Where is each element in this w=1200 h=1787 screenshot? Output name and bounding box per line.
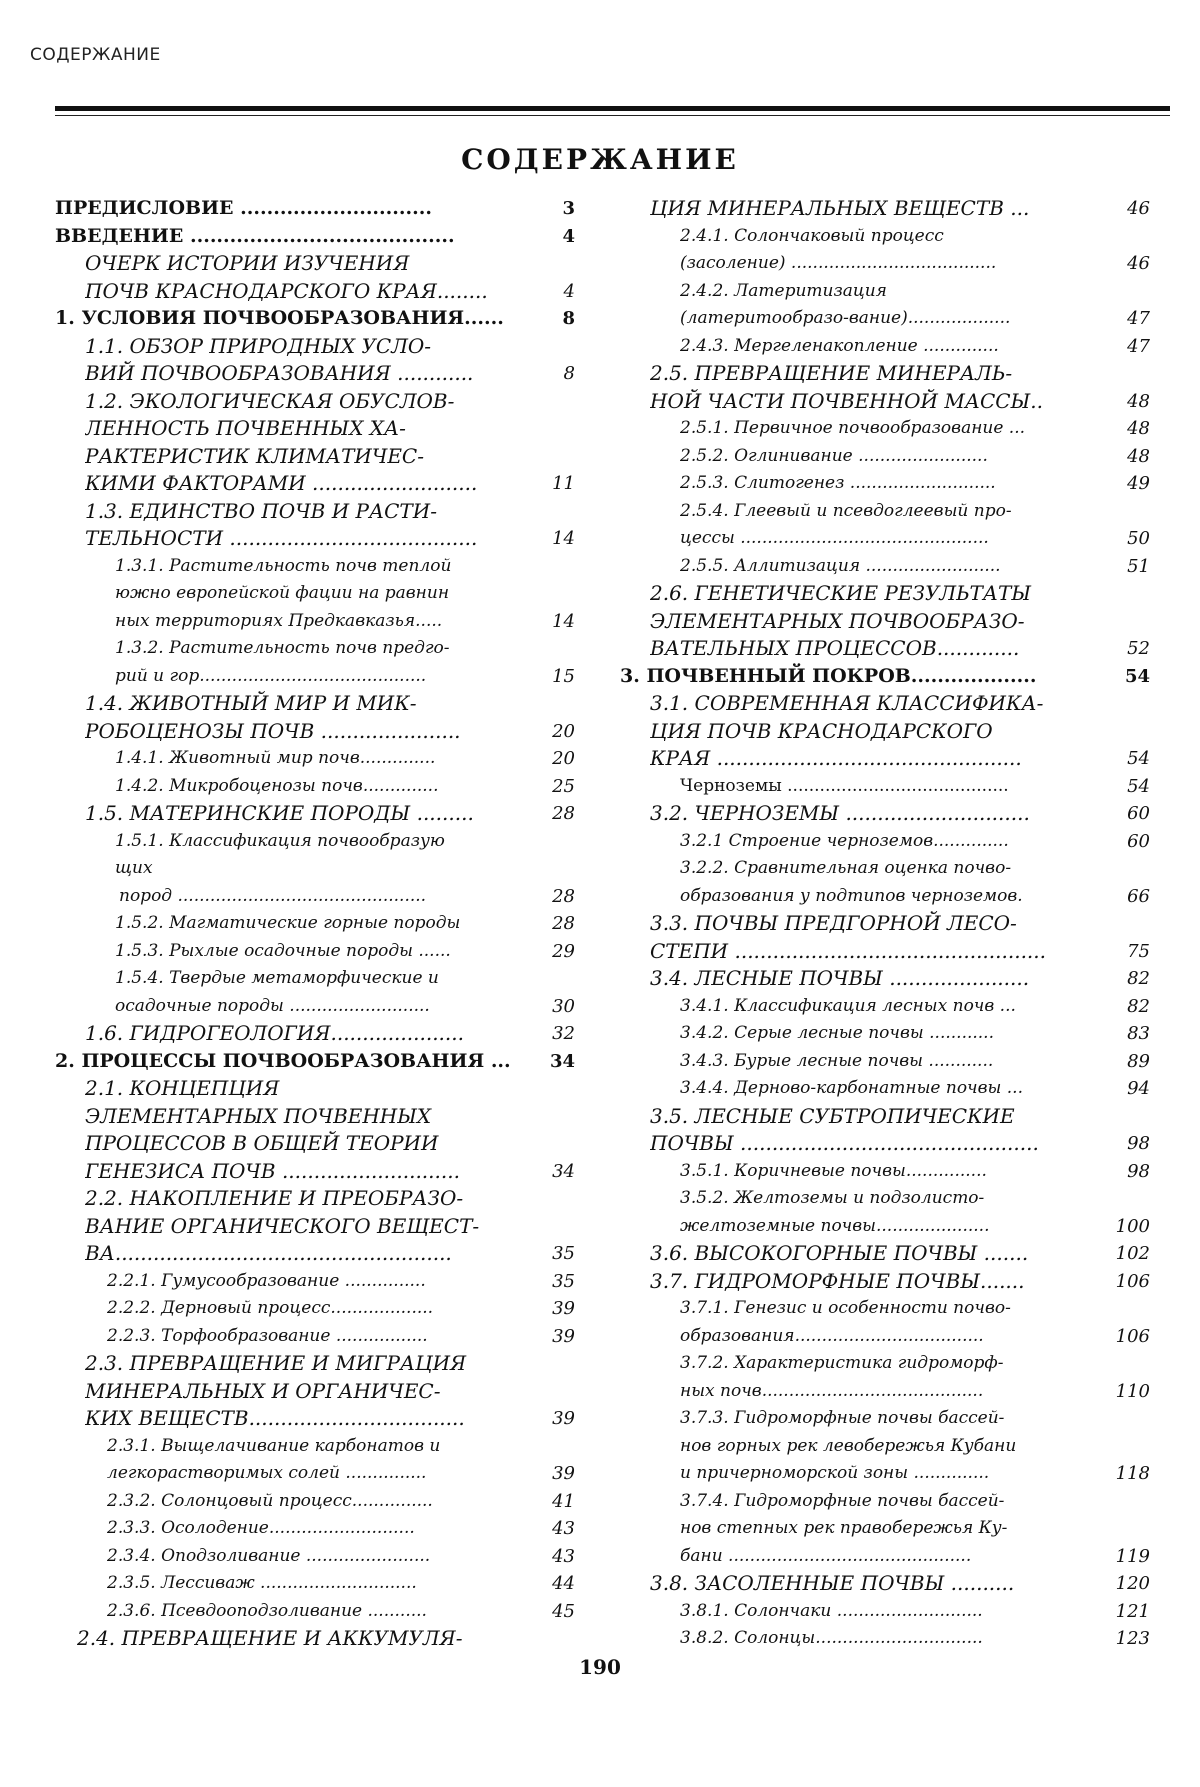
toc-entry xyxy=(55,1570,575,1598)
toc-entry-page: 48 xyxy=(1127,390,1150,412)
toc-entry-title: ЭЛЕМЕНТАРНЫХ ПОЧВООБРАЗО- xyxy=(650,608,1025,633)
toc-entry-title: СТЕПИ ................................................. xyxy=(650,938,1046,963)
toc-entry-page: 43 xyxy=(552,1545,575,1567)
toc-entry-title: 2.3.4. Оподзоливание ....................... xyxy=(107,1545,431,1566)
toc-entry xyxy=(55,1515,575,1543)
toc-entry-page: 25 xyxy=(552,775,575,797)
toc-entry xyxy=(620,663,1150,691)
toc-entry xyxy=(55,1323,575,1351)
toc-entry xyxy=(55,745,575,773)
toc-entry xyxy=(55,195,575,223)
toc-entry xyxy=(620,195,1150,223)
toc-entry xyxy=(55,360,575,388)
toc-entry-page: 4 xyxy=(562,225,575,247)
toc-entry xyxy=(55,1130,575,1158)
toc-entry xyxy=(620,333,1150,361)
toc-entry xyxy=(55,553,575,581)
toc-entry-title: ПОЧВЫ ............................................... xyxy=(650,1131,1039,1155)
toc-entry xyxy=(620,745,1150,773)
toc-entry xyxy=(55,800,575,828)
toc-entry-page: 75 xyxy=(1127,940,1150,962)
toc-entry xyxy=(55,608,575,636)
toc-entry xyxy=(55,828,575,856)
toc-entry xyxy=(620,635,1150,663)
toc-entry-title: ВАНИЕ ОРГАНИЧЕСКОГО ВЕЩЕСТ- xyxy=(85,1213,480,1238)
toc-entry-title: ВВЕДЕНИЕ ........................................ xyxy=(55,224,455,247)
toc-entry-title: 2.2. НАКОПЛЕНИЕ И ПРЕОБРАЗО- xyxy=(85,1186,464,1210)
toc-entry-title: 3.4.2. Серые лесные почвы ............ xyxy=(680,1023,994,1043)
toc-entry xyxy=(620,1405,1150,1433)
toc-entry-title: 3.3. ПОЧВЫ ПРЕДГОРНОЙ ЛЕСО- xyxy=(650,911,1017,935)
toc-entry-title: ВАТЕЛЬНЫХ ПРОЦЕССОВ............. xyxy=(650,636,1020,660)
toc-entry xyxy=(55,278,575,306)
toc-entry-page: 20 xyxy=(552,748,575,769)
toc-entry-page: 106 xyxy=(1115,1325,1150,1347)
toc-entry xyxy=(620,278,1150,306)
toc-entry-title: нов степных рек правобережья Ку- xyxy=(680,1518,1008,1538)
toc-entry-page: 119 xyxy=(1115,1545,1150,1567)
toc-entry xyxy=(620,1543,1150,1571)
toc-entry xyxy=(55,1405,575,1433)
toc-entry xyxy=(620,580,1150,608)
toc-entry-title: 3.2.2. Сравнительная оценка почво- xyxy=(680,858,1012,878)
toc-entry-page: 28 xyxy=(552,913,575,934)
toc-entry-title: 1.4.1. Животный мир почв.............. xyxy=(115,748,436,768)
toc-entry xyxy=(620,1323,1150,1351)
toc-entry-page: 4 xyxy=(563,280,575,302)
toc-entry-title: осадочные породы .......................... xyxy=(115,995,430,1016)
header-rule-thin xyxy=(55,115,1170,116)
toc-entry xyxy=(620,1625,1150,1653)
toc-entry xyxy=(620,1240,1150,1268)
toc-entry-title: 2.6. ГЕНЕТИЧЕСКИЕ РЕЗУЛЬТАТЫ xyxy=(650,581,1032,605)
toc-entry xyxy=(620,965,1150,993)
toc-entry-title: щих xyxy=(115,858,153,878)
toc-entry-page: 39 xyxy=(552,1298,575,1319)
toc-entry xyxy=(620,855,1150,883)
toc-entry-title: 3.4. ЛЕСНЫЕ ПОЧВЫ ...................... xyxy=(650,966,1030,990)
toc-entry xyxy=(620,553,1150,581)
header-rule-thick xyxy=(55,106,1170,111)
toc-entry xyxy=(55,855,575,883)
toc-entry-title: 1.4. ЖИВОТНЫЙ МИР И МИК- xyxy=(85,691,417,715)
toc-entry-title: 3.5.2. Желтоземы и подзолисто- xyxy=(680,1188,985,1208)
toc-entry xyxy=(55,1213,575,1241)
toc-entry xyxy=(55,1433,575,1461)
toc-entry xyxy=(55,883,575,911)
toc-entry-page: 106 xyxy=(1115,1270,1150,1292)
toc-entry xyxy=(55,663,575,691)
toc-entry-page: 82 xyxy=(1127,968,1150,989)
toc-entry xyxy=(620,1488,1150,1516)
toc-entry-page: 110 xyxy=(1115,1380,1150,1402)
toc-entry-title: 3.5.1. Коричневые почвы............... xyxy=(680,1160,987,1181)
toc-entry xyxy=(620,525,1150,553)
toc-entry-title: 3. ПОЧВЕННЫЙ ПОКРОВ................... xyxy=(620,664,1037,687)
toc-entry-page: 8 xyxy=(563,363,575,384)
toc-entry-title: 2.5.4. Глеевый и псевдоглеевый про- xyxy=(680,500,1012,521)
toc-entry xyxy=(55,415,575,443)
toc-entry xyxy=(55,1543,575,1571)
toc-entry xyxy=(55,470,575,498)
toc-entry-page: 15 xyxy=(552,665,575,687)
toc-entry xyxy=(620,223,1150,251)
toc-entry-title: 2.5.2. Оглинивание ........................ xyxy=(680,445,988,466)
toc-entry-title: 1.4.2. Микробоценозы почв.............. xyxy=(115,775,439,796)
toc-entry-page: 46 xyxy=(1127,253,1150,274)
toc-entry-title: 1.5.2. Магматические горные породы xyxy=(115,913,461,933)
toc-entry-title: 2.2.2. Дерновый процесс................... xyxy=(107,1298,434,1318)
toc-entry xyxy=(620,1460,1150,1488)
toc-entry xyxy=(620,498,1150,526)
toc-entry xyxy=(620,415,1150,443)
toc-entry-title: КРАЯ ................................................ xyxy=(650,746,1022,770)
toc-entry-title: 3.8.1. Солончаки ........................... xyxy=(680,1600,983,1621)
toc-entry-title: 2.5.1. Первичное почвообразование ... xyxy=(680,418,1026,438)
toc-entry-title: 3.4.3. Бурые лесные почвы ............ xyxy=(680,1050,994,1071)
toc-entry-title: ных территориях Предкавказья..... xyxy=(115,610,443,631)
toc-entry-title: 2.2.1. Гумусообразование ............... xyxy=(107,1270,426,1291)
toc-entry-title: 3.5. ЛЕСНЫЕ СУБТРОПИЧЕСКИЕ xyxy=(650,1103,1015,1128)
toc-entry-page: 11 xyxy=(552,473,575,494)
toc-entry-title: Черноземы ......................................... xyxy=(680,775,1009,796)
toc-entry-page: 39 xyxy=(552,1463,575,1484)
toc-entry xyxy=(55,1295,575,1323)
toc-entry-title: 1.6. ГИДРОГЕОЛОГИЯ..................... xyxy=(85,1021,464,1045)
toc-entry-title: 2.4.1. Солончаковый процесс xyxy=(680,225,944,246)
toc-entry-page: 60 xyxy=(1127,830,1150,852)
toc-entry-title: 1.3.1. Растительность почв теплой xyxy=(115,555,452,576)
toc-entry xyxy=(620,1185,1150,1213)
toc-entry-title: РОБОЦЕНОЗЫ ПОЧВ ...................... xyxy=(85,718,461,743)
toc-entry xyxy=(55,525,575,553)
toc-entry xyxy=(55,443,575,471)
toc-entry xyxy=(620,608,1150,636)
toc-entry-page: 123 xyxy=(1115,1628,1150,1649)
toc-entry xyxy=(55,718,575,746)
toc-entry xyxy=(55,1598,575,1626)
toc-entry-title: 3.1. СОВРЕМЕННАЯ КЛАССИФИКА- xyxy=(650,691,1044,715)
toc-entry-page: 54 xyxy=(1127,748,1150,769)
toc-entry-title: нов горных рек левобережья Кубани xyxy=(680,1435,1017,1456)
toc-entry-title: ПРЕДИСЛОВИЕ ............................. xyxy=(55,197,432,219)
toc-entry xyxy=(620,773,1150,801)
toc-entry-page: 14 xyxy=(552,610,575,632)
toc-entry-title: рий и гор.......................................... xyxy=(115,665,427,686)
toc-entry-title: 3.2.1 Строение черноземов.............. xyxy=(680,830,1009,851)
toc-entry-title: 2.3.1. Выщелачивание карбонатов и xyxy=(107,1435,441,1456)
toc-entry-page: 28 xyxy=(552,885,575,907)
toc-entry xyxy=(620,1350,1150,1378)
toc-entry-title: 2.3. ПРЕВРАЩЕНИЕ И МИГРАЦИЯ xyxy=(85,1351,467,1375)
toc-entry-page: 39 xyxy=(552,1408,575,1429)
toc-entry xyxy=(55,1378,575,1406)
toc-entry-page: 46 xyxy=(1127,198,1150,219)
toc-entry-page: 8 xyxy=(562,308,575,329)
toc-entry xyxy=(620,1570,1150,1598)
toc-entry-title: 2.2.3. Торфообразование ................. xyxy=(107,1325,428,1346)
toc-entry-page: 45 xyxy=(552,1600,575,1622)
toc-entry-title: КИХ ВЕЩЕСТВ.................................. xyxy=(85,1406,465,1430)
toc-entry-title: 2.4.3. Мергеленакопление .............. xyxy=(680,335,999,356)
toc-entry-title: РАКТЕРИСТИК КЛИМАТИЧЕС- xyxy=(85,443,424,468)
toc-entry xyxy=(55,1625,575,1653)
toc-entry xyxy=(55,690,575,718)
toc-entry-title: 2.3.3. Осолодение........................... xyxy=(107,1518,415,1538)
toc-entry-page: 102 xyxy=(1115,1243,1150,1264)
toc-entry-page: 82 xyxy=(1127,995,1150,1017)
toc-entry-title: ОЧЕРК ИСТОРИИ ИЗУЧЕНИЯ xyxy=(85,251,410,275)
toc-entry xyxy=(55,1350,575,1378)
toc-entry-title: 2.3.2. Солонцовый процесс............... xyxy=(107,1490,433,1511)
toc-entry-page: 98 xyxy=(1127,1133,1150,1154)
toc-entry xyxy=(55,223,575,251)
toc-entry-title: 2.4.2. Латеритизация xyxy=(680,280,887,301)
toc-entry-page: 34 xyxy=(552,1160,575,1182)
toc-entry xyxy=(55,938,575,966)
toc-entry-title: 2. ПРОЦЕССЫ ПОЧВООБРАЗОВАНИЯ ... xyxy=(55,1049,511,1072)
toc-entry xyxy=(55,1075,575,1103)
toc-entry xyxy=(620,1103,1150,1131)
toc-entry-page: 89 xyxy=(1127,1050,1150,1072)
toc-entry xyxy=(620,883,1150,911)
toc-entry xyxy=(55,1048,575,1076)
toc-entry-title: 1.1. ОБЗОР ПРИРОДНЫХ УСЛО- xyxy=(85,333,432,358)
toc-entry xyxy=(55,388,575,416)
toc-entry-page: 44 xyxy=(552,1573,575,1594)
toc-entry-page: 3 xyxy=(562,198,575,219)
toc-entry xyxy=(620,1433,1150,1461)
toc-entry-title: ТЕЛЬНОСТИ ....................................... xyxy=(85,526,478,550)
toc-entry-title: пород .............................................. xyxy=(119,885,427,906)
toc-entry xyxy=(620,690,1150,718)
toc-entry-title: образования................................... xyxy=(680,1325,984,1346)
toc-entry xyxy=(620,993,1150,1021)
toc-entry xyxy=(620,1295,1150,1323)
toc-entry xyxy=(620,910,1150,938)
toc-entry-title: ЦИЯ МИНЕРАЛЬНЫХ ВЕЩЕСТВ ... xyxy=(650,196,1030,220)
toc-entry-title: ЛЕННОСТЬ ПОЧВЕННЫХ ХА- xyxy=(85,416,406,440)
toc-entry xyxy=(55,1488,575,1516)
toc-entry xyxy=(620,360,1150,388)
toc-entry-title: ВА..................................................... xyxy=(85,1241,452,1265)
toc-entry-page: 20 xyxy=(552,720,575,742)
toc-entry-page: 47 xyxy=(1127,308,1150,329)
toc-entry-page: 35 xyxy=(552,1270,575,1292)
toc-entry-title: 2.1. КОНЦЕПЦИЯ xyxy=(85,1076,280,1100)
toc-entry xyxy=(55,250,575,278)
toc-entry-title: 2.4. ПРЕВРАЩЕНИЕ И АККУМУЛЯ- xyxy=(77,1626,463,1650)
toc-entry xyxy=(55,1020,575,1048)
toc-entry-title: образования у подтипов черноземов. xyxy=(680,885,1023,906)
toc-entry-page: 43 xyxy=(552,1518,575,1539)
toc-entry-title: 3.7.4. Гидроморфные почвы бассей- xyxy=(680,1490,1005,1511)
toc-entry-title: 2.5.3. Слитогенез ........................... xyxy=(680,473,996,493)
toc-entry xyxy=(620,1158,1150,1186)
toc-entry-page: 54 xyxy=(1127,775,1150,797)
toc-entry-title: (засоление) ...................................... xyxy=(680,253,997,273)
toc-entry xyxy=(620,1598,1150,1626)
toc-entry xyxy=(55,1185,575,1213)
toc-entry-title: 2.3.5. Лессиваж ............................. xyxy=(107,1573,417,1593)
toc-entry-title: КИМИ ФАКТОРАМИ .......................... xyxy=(85,471,478,495)
toc-entry-page: 66 xyxy=(1127,885,1150,907)
toc-entry-page: 32 xyxy=(552,1023,575,1044)
toc-entry-title: 3.8. ЗАСОЛЕННЫЕ ПОЧВЫ .......... xyxy=(650,1571,1015,1595)
toc-entry-page: 34 xyxy=(549,1050,575,1072)
toc-entry xyxy=(620,1048,1150,1076)
toc-entry-page: 30 xyxy=(552,995,575,1017)
toc-entry-title: легкорастворимых солей ............... xyxy=(107,1463,427,1483)
toc-entry-title: 3.7.3. Гидроморфные почвы бассей- xyxy=(680,1408,1005,1428)
running-header: СОДЕРЖАНИЕ xyxy=(30,45,161,65)
toc-entry-page: 118 xyxy=(1115,1463,1150,1484)
toc-entry-title: 3.2. ЧЕРНОЗЕМЫ ............................. xyxy=(650,801,1030,825)
toc-entry-page: 48 xyxy=(1127,445,1150,467)
toc-entry xyxy=(620,828,1150,856)
toc-entry-title: 1.5.1. Классификация почвообразую xyxy=(115,830,445,851)
toc-entry-title: 3.8.2. Солонцы............................... xyxy=(680,1628,983,1648)
toc-entry-title: ПРОЦЕССОВ В ОБЩЕЙ ТЕОРИИ xyxy=(85,1131,439,1155)
page-title: СОДЕРЖАНИЕ xyxy=(461,143,739,176)
toc-entry-title: ПОЧВ КРАСНОДАРСКОГО КРАЯ........ xyxy=(85,278,488,303)
toc-entry xyxy=(55,1268,575,1296)
toc-entry-page: 49 xyxy=(1127,473,1150,494)
toc-entry xyxy=(620,1213,1150,1241)
toc-entry-page: 83 xyxy=(1127,1023,1150,1044)
toc-entry xyxy=(620,443,1150,471)
toc-entry xyxy=(620,938,1150,966)
toc-entry-title: 1.3. ЕДИНСТВО ПОЧВ И РАСТИ- xyxy=(85,498,437,523)
toc-entry-title: ВИЙ ПОЧВООБРАЗОВАНИЯ ............ xyxy=(85,361,474,385)
toc-entry-page: 121 xyxy=(1115,1600,1150,1622)
toc-entry-title: (латеритообразо-вание)................... xyxy=(680,308,1011,328)
toc-entry-title: 2.5. ПРЕВРАЩЕНИЕ МИНЕРАЛЬ- xyxy=(650,361,1013,385)
toc-entry xyxy=(620,1130,1150,1158)
toc-entry xyxy=(620,1268,1150,1296)
toc-entry xyxy=(55,965,575,993)
toc-entry-title: цессы .............................................. xyxy=(680,528,989,548)
toc-entry xyxy=(55,1158,575,1186)
toc-entry xyxy=(620,718,1150,746)
toc-entry-page: 60 xyxy=(1127,803,1150,824)
toc-entry xyxy=(55,333,575,361)
toc-entry-title: 3.7.2. Характеристика гидроморф- xyxy=(680,1353,1004,1373)
toc-entry-title: 3.6. ВЫСОКОГОРНЫЕ ПОЧВЫ ....... xyxy=(650,1241,1029,1265)
toc-entry-page: 35 xyxy=(552,1243,575,1264)
toc-entry-title: южно европейской фации на равнин xyxy=(115,583,450,603)
toc-entry-page: 51 xyxy=(1127,555,1150,577)
toc-entry-page: 52 xyxy=(1127,638,1150,659)
toc-entry-page: 50 xyxy=(1127,528,1150,549)
toc-entry xyxy=(620,800,1150,828)
toc-entry-title: ЦИЯ ПОЧВ КРАСНОДАРСКОГО xyxy=(650,718,993,743)
toc-entry xyxy=(55,910,575,938)
toc-entry-title: желтоземные почвы..................... xyxy=(680,1215,990,1236)
toc-entry-page: 48 xyxy=(1127,418,1150,439)
toc-entry-title: 3.7.1. Генезис и особенности почво- xyxy=(680,1298,1011,1318)
toc-entry-title: 3.4.4. Дерново-карбонатные почвы ... xyxy=(680,1078,1023,1098)
toc-entry-title: 1.3.2. Растительность почв предго- xyxy=(115,638,450,658)
page-number: 190 xyxy=(579,1655,621,1679)
toc-entry-page: 100 xyxy=(1115,1215,1150,1237)
toc-entry-title: ных почв......................................... xyxy=(680,1380,984,1401)
toc-entry-page: 98 xyxy=(1127,1160,1150,1182)
toc-left-column xyxy=(55,195,575,1653)
toc-entry xyxy=(620,1075,1150,1103)
toc-entry-page: 28 xyxy=(552,803,575,824)
toc-right-column xyxy=(620,195,1150,1653)
toc-entry-title: 2.5.5. Аллитизация ......................... xyxy=(680,555,1001,576)
toc-entry-page: 94 xyxy=(1127,1078,1150,1099)
toc-entry-title: 1. УСЛОВИЯ ПОЧВООБРАЗОВАНИЯ...... xyxy=(55,307,504,329)
toc-entry xyxy=(55,635,575,663)
toc-entry xyxy=(620,470,1150,498)
toc-entry xyxy=(620,305,1150,333)
toc-entry-title: 1.2. ЭКОЛОГИЧЕСКАЯ ОБУСЛОВ- xyxy=(85,388,455,413)
toc-entry-title: 3.4.1. Классификация лесных почв ... xyxy=(680,995,1016,1016)
toc-entry-page: 47 xyxy=(1127,335,1150,357)
toc-entry-title: 3.7. ГИДРОМОРФНЫЕ ПОЧВЫ....... xyxy=(650,1268,1025,1293)
toc-entry-title: 1.5.3. Рыхлые осадочные породы ...... xyxy=(115,940,451,961)
toc-entry xyxy=(620,1515,1150,1543)
toc-entry xyxy=(620,1378,1150,1406)
toc-entry-title: и причерноморской зоны .............. xyxy=(680,1463,990,1483)
toc-entry-page: 39 xyxy=(552,1325,575,1347)
toc-entry xyxy=(55,773,575,801)
toc-entry xyxy=(620,388,1150,416)
toc-entry-title: 1.5.4. Твердые метаморфические и xyxy=(115,968,439,988)
toc-entry-title: МИНЕРАЛЬНЫХ И ОРГАНИЧЕС- xyxy=(85,1378,441,1403)
toc-entry-page: 14 xyxy=(552,528,575,549)
toc-entry-title: ГЕНЕЗИСА ПОЧВ ............................ xyxy=(85,1158,460,1183)
toc-entry xyxy=(620,250,1150,278)
toc-entry-page: 54 xyxy=(1124,665,1150,687)
toc-entry-page: 29 xyxy=(552,940,575,962)
toc-entry xyxy=(55,1103,575,1131)
toc-entry xyxy=(620,1020,1150,1048)
toc-entry-page: 120 xyxy=(1115,1573,1150,1594)
toc-entry-title: 1.5. МАТЕРИНСКИЕ ПОРОДЫ ......... xyxy=(85,801,474,825)
toc-entry-title: 2.3.6. Псевдооподзоливание ........... xyxy=(107,1600,427,1621)
toc-entry xyxy=(55,580,575,608)
toc-entry-title: бани ............................................. xyxy=(680,1545,972,1566)
toc-entry-title: НОЙ ЧАСТИ ПОЧВЕННОЙ МАССЫ.. xyxy=(650,388,1043,413)
toc-entry-title: ЭЛЕМЕНТАРНЫХ ПОЧВЕННЫХ xyxy=(85,1103,432,1128)
toc-entry xyxy=(55,993,575,1021)
toc-entry xyxy=(55,1460,575,1488)
toc-entry xyxy=(55,305,575,333)
toc-entry xyxy=(55,498,575,526)
toc-entry xyxy=(55,1240,575,1268)
toc-entry-page: 41 xyxy=(552,1490,575,1512)
